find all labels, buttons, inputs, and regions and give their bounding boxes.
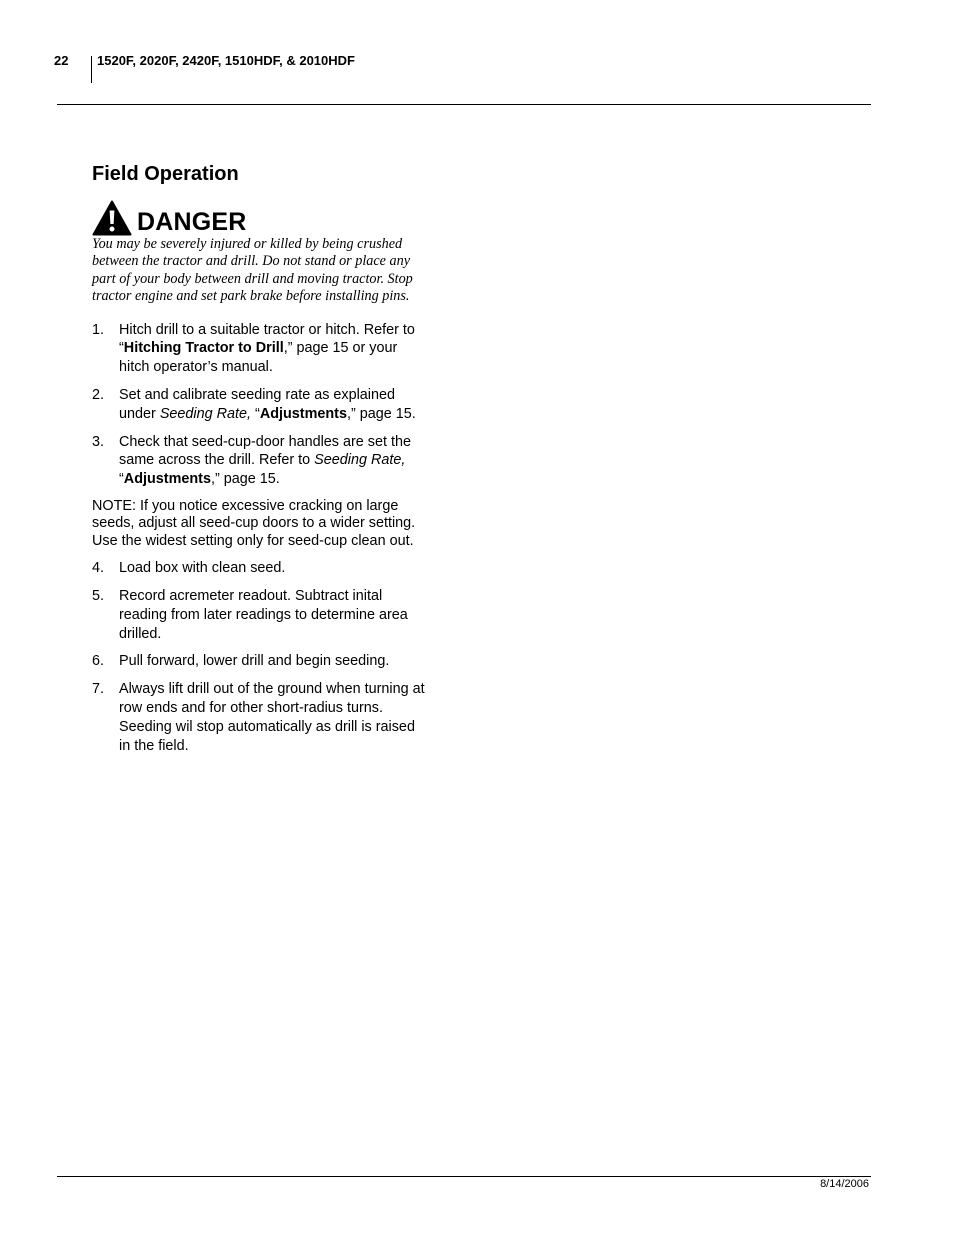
step-text: Always lift drill out of the ground when turning at row ends and for other short-radius turns. Seeding wil stop automatically as drill is raised in the field. xyxy=(119,681,425,754)
step-number: 7. xyxy=(92,681,105,698)
bottom-rule xyxy=(57,1176,871,1177)
step-number: 5. xyxy=(92,588,105,605)
step-text: Check that seed-cup-door handles are set the same across the drill. Refer to Seeding Rate, “Adjustments,” page 15. xyxy=(119,433,411,488)
step-text: Load box with clean seed. xyxy=(119,560,286,577)
step-text: Pull forward, lower drill and begin seeding. xyxy=(119,653,390,670)
top-rule xyxy=(57,104,871,105)
page-number: 22 xyxy=(54,53,69,68)
step-number: 4. xyxy=(92,560,105,577)
step-number: 3. xyxy=(92,433,105,450)
list-item xyxy=(92,321,428,377)
list-item xyxy=(92,652,428,671)
step-number: 6. xyxy=(92,653,105,670)
xref-hitching: Hitching Tractor to Drill xyxy=(123,340,284,357)
steps-list-a xyxy=(92,321,428,489)
section-title: Field Operation xyxy=(92,163,239,185)
step-number: 1. xyxy=(92,321,105,338)
footer-date: 8/14/2006 xyxy=(820,1178,869,1190)
note-text: NOTE: If you notice excessive cracking on large seeds, adjust all seed-cup doors to a wider setting. Use the widest setting only for seed-cup clean out. xyxy=(92,498,416,549)
xref-adjustments: Adjustments xyxy=(259,405,347,422)
step-text: Record acremeter readout. Subtract inital reading from later readings to determine area drilled. xyxy=(119,588,408,642)
list-item xyxy=(92,386,428,424)
danger-message: You may be severely injured or killed by being crushed between the tractor and drill. Do not stand or place any part of your body between drill and moving tractor. Stop tractor engine and set park brake before installing pins. xyxy=(92,236,413,305)
step-text: Set and calibrate seeding rate as explained under Seeding Rate, “Adjustments,” page 15. xyxy=(119,387,416,422)
list-item xyxy=(92,587,428,643)
main-content xyxy=(92,160,428,755)
warning-triangle-icon xyxy=(92,200,132,236)
list-item xyxy=(92,433,428,489)
xref-adjustments: Adjustments xyxy=(123,471,211,488)
list-item xyxy=(92,680,428,755)
steps-list-b xyxy=(92,559,428,755)
header-title: 1520F, 2020F, 2420F, 1510HDF, & 2010HDF xyxy=(97,53,355,68)
step-number: 2. xyxy=(92,387,105,404)
step-text: Hitch drill to a suitable tractor or hitch. Refer to “Hitching Tractor to Drill,” page 15 or your hitch operator’s manual. xyxy=(119,321,415,376)
danger-header xyxy=(92,196,428,236)
list-item xyxy=(92,559,428,578)
header-divider xyxy=(91,56,92,83)
danger-label: DANGER xyxy=(137,208,247,236)
